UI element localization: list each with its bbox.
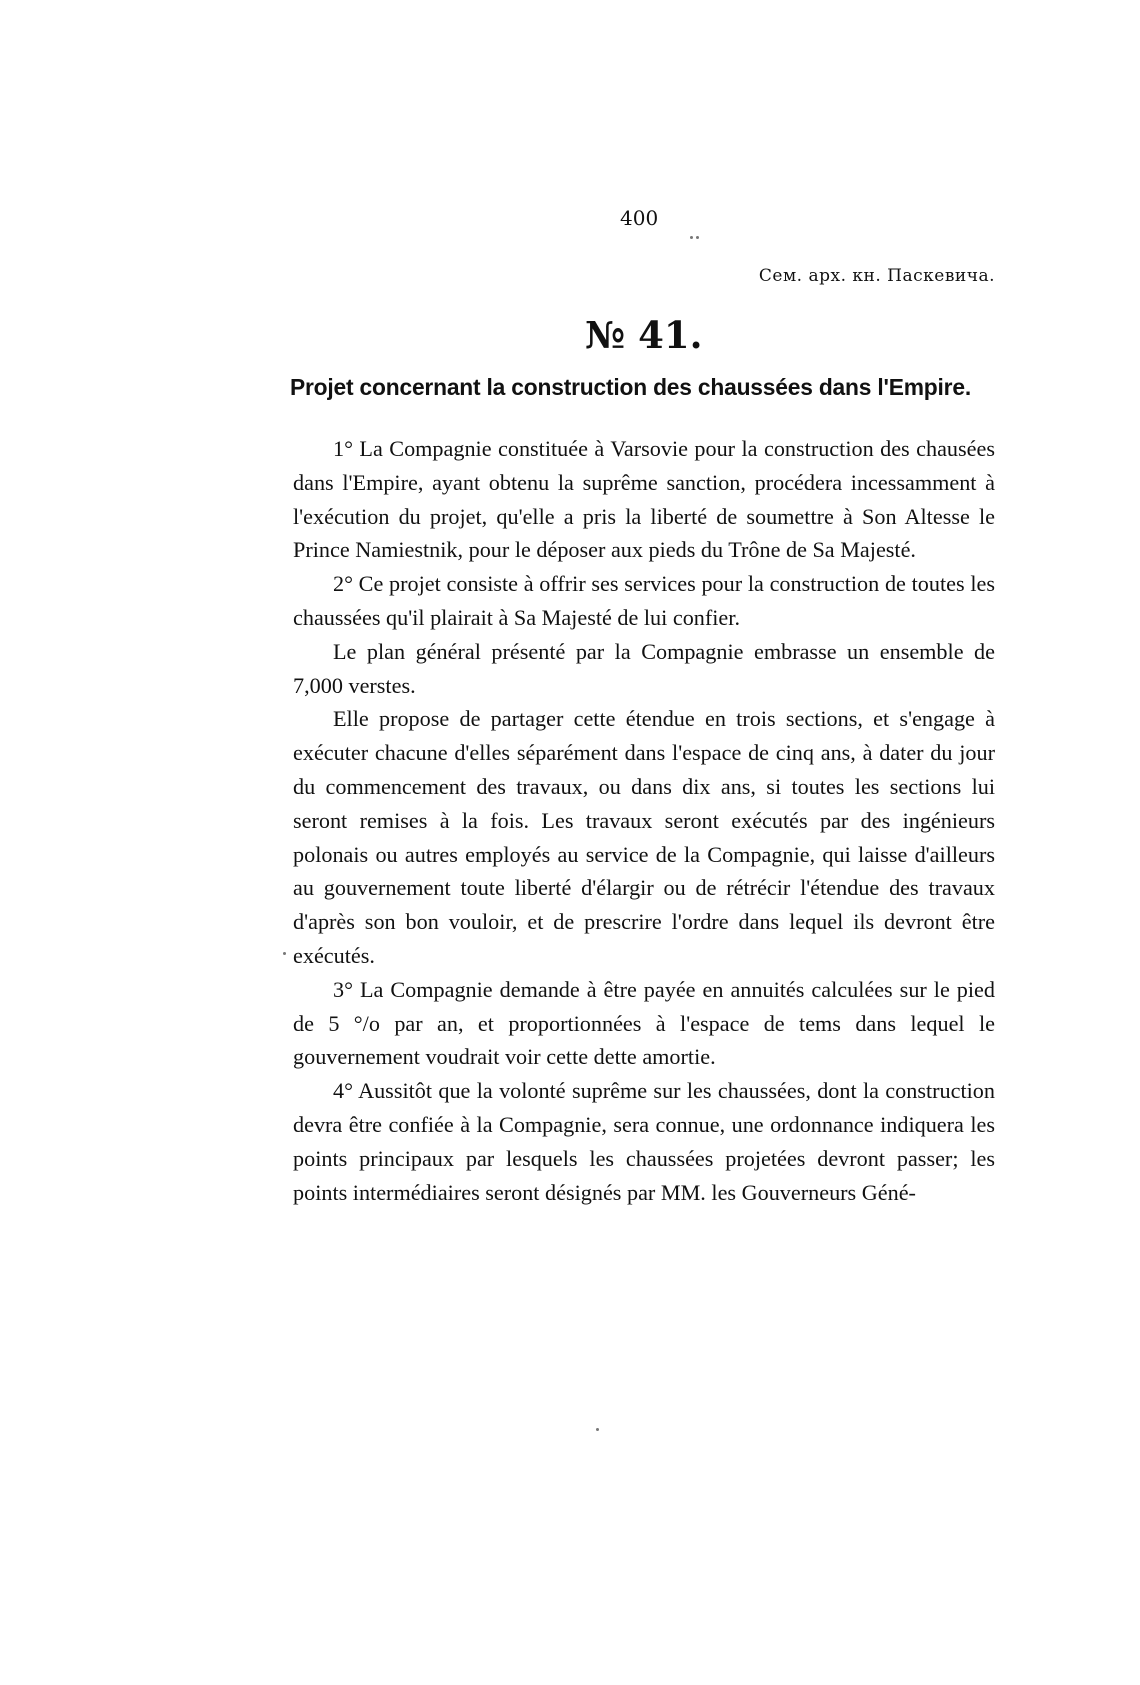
- paragraph-3: Le plan général présenté par la Compagnie embrasse un ensemble de 7,000 verstes.: [293, 638, 995, 698]
- paragraph-5: 3° La Compagnie demande à être payée en annuités calculées sur le pied de 5 °/o par an, et proportionnées à l'espace de tems dans lequel le gouvernement voudrait voir cette dette amortie.: [293, 976, 995, 1070]
- archive-reference: Сем. арх. кн. Паскевича.: [758, 266, 995, 286]
- paragraph-1: 1° La Compagnie constituée à Varsovie pour la construction des chausées dans l'Empire, ayant obtenu la suprême sanction, procédera incessamment à l'exécution du projet, qu'elle a pris la liberté de soumettre à Son Altesse le Prince Namiestnik, pour le déposer aux pieds du Trône de Sa Majesté.: [293, 436, 995, 563]
- scan-speck: [596, 1428, 599, 1431]
- document-body: [293, 432, 995, 1209]
- page-number: 400: [620, 206, 659, 230]
- scan-speck: [696, 236, 699, 239]
- paragraph-6: 4° Aussitôt que la volonté suprême sur les chaussées, dont la construction devra être confiée à la Compagnie, sera connue, une ordonnance indiquera les points principaux par lesquels les chaussées projetées devront passer; les points intermédiaires seront désignés par MM. les Gouverneurs Géné-: [293, 1078, 995, 1205]
- document-title: Projet concernant la construction des chaussées dans l'Empire.: [290, 374, 971, 400]
- document-number: № 41.: [585, 313, 703, 357]
- scan-speck: [690, 236, 693, 239]
- paragraph-4: Elle propose de partager cette étendue en trois sections, et s'engage à exécuter chacune d'elles séparément dans l'espace de cinq ans, à dater du jour du commencement des travaux, ou dans dix ans, si toutes les sections lui seront remises à la fois. Les travaux seront exécutés par des ingénieurs polonais ou autres employés au service de la Compagnie, qui laisse d'ailleurs au gouvernement toute liberté d'élargir ou de rétrécir l'étendue des travaux d'après son bon vouloir, et de prescrire l'ordre dans lequel ils devront être exécutés.: [293, 706, 995, 968]
- scan-speck: [283, 952, 286, 955]
- paragraph-2: 2° Ce projet consiste à offrir ses services pour la construction de toutes les chaussées qu'il plairait à Sa Majesté de lui confier.: [293, 571, 995, 630]
